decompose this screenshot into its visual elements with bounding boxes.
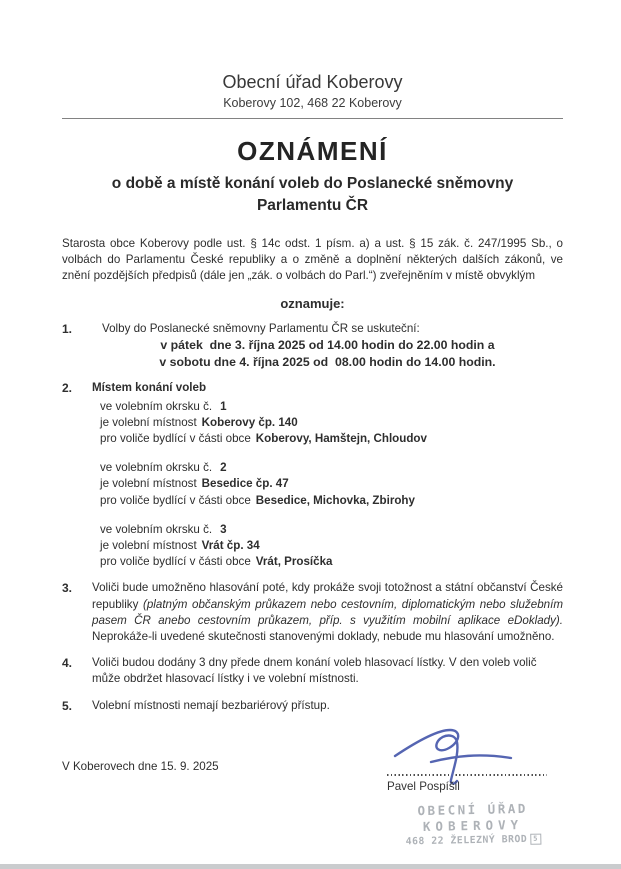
- stamp-line-3: 468 22 ŽELEZNÝ BROD 5: [387, 833, 559, 848]
- item-number: 2.: [62, 381, 73, 396]
- stamp-line-2: KOBEROVY: [422, 816, 524, 834]
- district-number-line: ve volebním okrsku č. 1: [100, 399, 227, 413]
- item2-heading: Místem konání voleb: [92, 381, 207, 395]
- district-number-line: ve volebním okrsku č. 2: [100, 461, 227, 475]
- district-voters-line: pro voliče bydlící v části obce Vrát, Prosíčka: [100, 555, 333, 569]
- signature-dotted-line: [387, 774, 547, 776]
- district-number-line: ve volebním okrsku č. 3: [100, 522, 227, 536]
- district-3: [100, 522, 563, 571]
- item4-paragraph: Voliči budou dodány 3 dny přede dnem konání voleb hlasovací lístky. V den voleb volič může obdržet hlasovací lístky i ve volební místnosti.: [92, 656, 537, 686]
- item3-text-start: Voliči bude umožněno hlasování poté, kdy prokáže svoji totožnost a státní občanství České republiky: [92, 581, 563, 611]
- district-voters-line: pro voliče bydlící v části obce Koberovy, Hamštejn, Chloudov: [100, 432, 427, 446]
- document-title: OZNÁMENÍ: [237, 136, 388, 166]
- item3-text-end: Neprokáže-li uvedené skutečnosti stanovenými doklady, nebude mu hlasování umožněno.: [92, 630, 555, 644]
- office-stamp: [387, 800, 560, 848]
- item-accessibility: [62, 698, 563, 714]
- stamp-line-1: OBECNÍ ÚŘAD: [417, 800, 528, 819]
- item-id-requirements: [62, 580, 563, 645]
- item-number: 4.: [62, 656, 73, 671]
- district-room-line: je volební místnost Besedice čp. 47: [100, 477, 289, 491]
- item-ballot-delivery: [62, 655, 563, 687]
- scan-bottom-edge: [0, 864, 621, 869]
- district-room-line: je volební místnost Koberovy čp. 140: [100, 415, 298, 429]
- district-room-line: je volební místnost Vrát čp. 34: [100, 539, 260, 553]
- item3-paragraph: [92, 580, 563, 645]
- organization-address: Koberovy 102, 468 22 Koberovy: [223, 96, 402, 110]
- item1-time-friday: v pátek dne 3. října 2025 od 14.00 hodin do 22.00 hodin a: [160, 338, 495, 353]
- organization-name: Obecní úřad Koberovy: [222, 72, 403, 92]
- district-1: [100, 399, 563, 448]
- place-date-line: V Koberovech dne 15. 9. 2025: [62, 759, 219, 773]
- district-2: [100, 460, 563, 509]
- announce-word: oznamuje:: [280, 296, 345, 312]
- item1-time-saturday: v sobotu dne 4. října 2025 od 08.00 hodin do 14.00 hodin.: [159, 354, 496, 369]
- district-voters-line: pro voliče bydlící v části obce Besedice, Michovka, Zbirohy: [100, 493, 415, 507]
- item-number: 1.: [62, 322, 73, 337]
- item5-paragraph: Volební místnosti nemají bezbariérový přístup.: [92, 698, 330, 712]
- document-footer: [62, 722, 563, 869]
- document-subtitle: [62, 173, 563, 217]
- item-number: 5.: [62, 698, 73, 713]
- subtitle-line-1: o době a místě konání voleb do Poslanecké sněmovny: [111, 175, 514, 192]
- numbered-items: [62, 321, 563, 714]
- handwritten-signature-icon: [393, 722, 515, 786]
- item1-lead: Volby do Poslanecké sněmovny Parlamentu ČR se uskuteční:: [102, 322, 420, 336]
- subtitle-line-2: Parlamentu ČR: [256, 197, 369, 214]
- signer-name: Pavel Pospíšil: [387, 779, 460, 793]
- stamp-box-number: 5: [530, 833, 541, 844]
- letterhead-divider: [62, 118, 563, 119]
- item-number: 3.: [62, 581, 73, 596]
- signature-block: [387, 722, 563, 846]
- letterhead: [62, 72, 563, 119]
- item3-text-italic: (platným občanským průkazem nebo cestovním, diplomatickým nebo služebním pasem ČR anebo cestovním průkazem, příp. s využitím mobilní aplikace eDoklady).: [92, 597, 563, 627]
- intro-paragraph: Starosta obce Koberovy podle ust. § 14c odst. 1 písm. a) a ust. § 15 zák. č. 247/1995 Sb., o volbách do Parlamentu České republiky a o změně a doplnění některých dalších zákonů, ve znění pozdějších předpisů (dále jen „zák. o volbách do Parl.“) zveřejněním v místě obvyklým: [62, 237, 563, 283]
- item-polling-places: [62, 380, 563, 570]
- item-election-dates: [62, 321, 563, 370]
